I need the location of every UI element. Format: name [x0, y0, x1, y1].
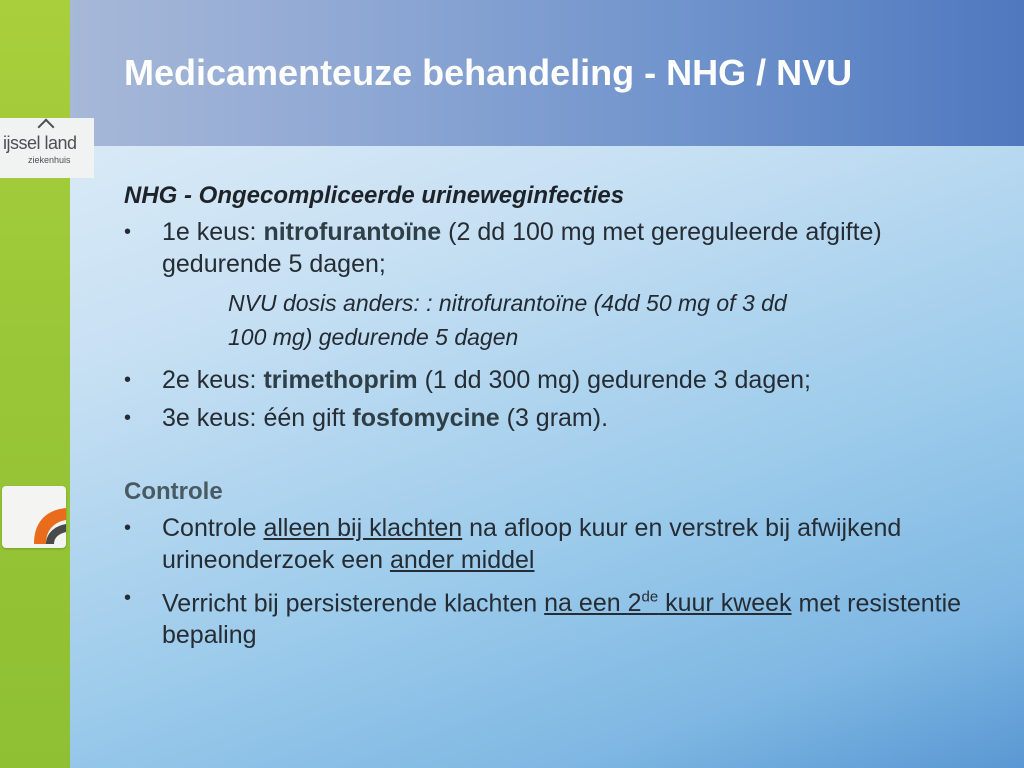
underline-alleen-bij-klachten: alleen bij klachten [263, 514, 463, 542]
drug-trimethoprim: trimethoprim [263, 366, 418, 394]
drug-nitrofurantoine: nitrofurantoïne [263, 218, 442, 246]
drug-fosfomycine: fosfomycine [352, 404, 500, 432]
section1-heading: NHG - Ongecompliceerde urineweginfecties [124, 182, 625, 209]
slide-body [124, 182, 984, 657]
logo-name: ijssel land [3, 133, 77, 153]
underline-kuur-kweek: na een 2de kuur kweek [544, 589, 792, 618]
bullet-verricht: • Verricht bij persisterende klachten na een 2de kuur kweek met resistentie bepaling [124, 582, 984, 651]
bullet-controle: • Controle alleen bij klachten na afloop kuur en verstrek bij afwijkend urineonderzoek een ander middel [124, 514, 902, 574]
bullet-2e-keus: • 2e keus: trimethoprim (1 dd 300 mg) gedurende 3 dagen; [124, 366, 811, 394]
side-emblem [2, 486, 66, 548]
slide-title: Medicamenteuze behandeling - NHG / NVU [124, 52, 853, 93]
bullet-dot: • [124, 517, 132, 539]
bullet-1e-keus: • 1e keus: nitrofurantoïne (2 dd 100 mg met gereguleerde afgifte) gedurende 5 dagen; [124, 218, 882, 278]
swirl-icon [2, 486, 66, 548]
section2-heading: Controle [124, 478, 223, 505]
bullet-dot: • [124, 587, 132, 609]
nvu-note: NVU dosis anders: : nitrofurantoïne (4dd 50 mg of 3 dd 100 mg) gedurende 5 dagen [228, 290, 787, 350]
underline-ander-middel: ander middel [389, 546, 535, 574]
left-green-bar [0, 0, 70, 768]
bullet-dot: • [124, 221, 132, 243]
bullet-dot: • [124, 369, 132, 391]
logo-sub: ziekenhuis [28, 155, 71, 165]
bullet-3e-keus: • 3e keus: één gift fosfomycine (3 gram). [124, 404, 609, 432]
bullet-dot: • [124, 407, 132, 429]
